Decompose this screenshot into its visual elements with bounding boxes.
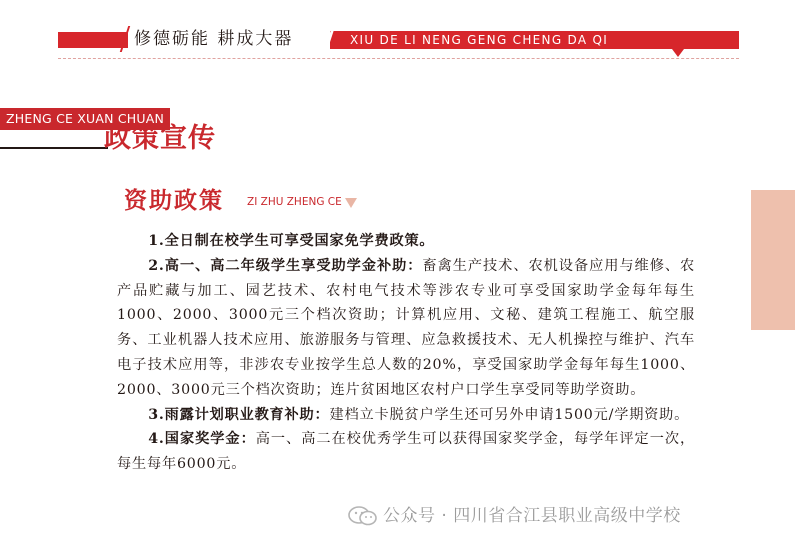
side-tab — [751, 190, 795, 330]
section-underline — [0, 147, 108, 149]
policy-item-text: 建档立卡脱贫户学生还可另外申请1500元/学期资助。 — [329, 406, 690, 423]
chevron-down-icon — [345, 198, 357, 208]
banner-notch-icon — [672, 49, 684, 57]
watermark-text: 公众号 · 四川省合江县职业高级中学校 — [383, 506, 681, 526]
banner-dashed-rule — [58, 58, 739, 59]
policy-item — [117, 427, 695, 477]
banner-motto: 修德砺能 耕成大器 — [134, 29, 294, 49]
policy-item-text: 畜禽生产技术、农机设备应用与维修、农产品贮藏与加工、园艺技术、农村电气技术等涉农专业可享受国家助学金每年每生1000、2000、3000元三个档次资助；计算机应用、文秘、建筑工程施工、航空服务、工业机器人技术应用、旅游服务与管理、应急救援技术、无人机操控与维护、汽车电子技术应用等，非涉农专业按学生总人数的20%，享受国家助学金每年每生1000、2000、3000元三个档次资助；连片贫困地区农村户口学生享受同等助学资助。 — [117, 257, 696, 398]
policy-content — [117, 229, 695, 477]
section-label-en: ZHENG CE XUAN CHUAN — [6, 111, 165, 126]
policy-item-lead: 1.全日制在校学生可享受国家免学费政策。 — [148, 233, 435, 249]
wechat-icon — [347, 505, 379, 527]
policy-item-lead: 3.雨露计划职业教育补助： — [148, 406, 330, 423]
banner-motto-pinyin: XIU DE LI NENG GENG CHENG DA QI — [350, 33, 609, 47]
policy-item — [117, 254, 695, 403]
section-title: 政策宣传 — [104, 123, 216, 154]
page-title: 资助政策 — [124, 188, 224, 214]
policy-item-lead: 4.国家奖学金： — [148, 431, 256, 448]
banner-left-bar — [58, 32, 128, 48]
policy-item-lead: 2.高一、高二年级学生享受助学金补助： — [148, 257, 423, 274]
policy-item — [117, 229, 695, 254]
page-title-pinyin: ZI ZHU ZHENG CE — [247, 196, 342, 208]
policy-item — [117, 403, 695, 428]
policy-item-text: 高一、高二在校优秀学生可以获得国家奖学金，每学年评定一次，每生每年6000元。 — [117, 431, 695, 473]
